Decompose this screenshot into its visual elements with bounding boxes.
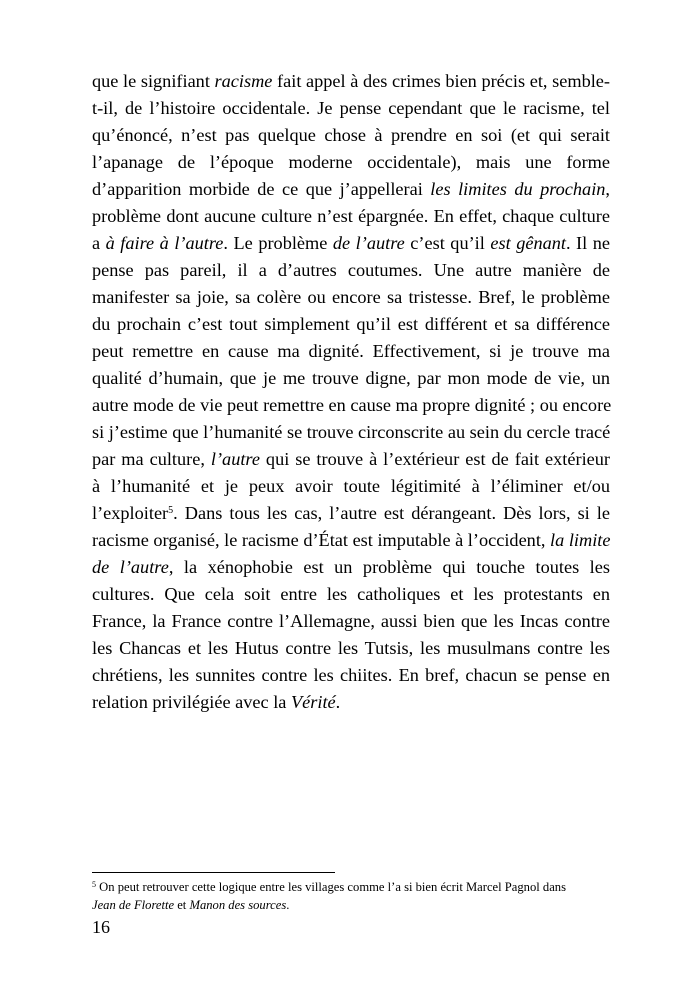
text-segment: cultures. Que cela soit entre les catholiques et les protestants en [92, 584, 610, 604]
text-line [92, 446, 610, 473]
italic-text: les limites du prochain [430, 179, 606, 199]
text-segment: d’apparition morbide de ce que j’appellerai [92, 179, 431, 199]
text-line [92, 284, 610, 311]
italic-text: est gênant [490, 233, 566, 253]
text-line [92, 581, 610, 608]
text-segment: qu’énoncé, n’est pas quelque chose à prendre en soi (et qui serait [92, 125, 610, 145]
text-segment: . Le problème [223, 233, 333, 253]
footnote-line [92, 896, 612, 914]
text-line [92, 608, 610, 635]
italic-text: Vérité [290, 692, 336, 712]
text-segment: On peut retrouver cette logique entre les villages comme l’a si bien écrit Marcel Pagnol dans [96, 880, 567, 894]
text-segment: chrétiens, les sunnites contre les chiites. En bref, chacun se pense en [92, 665, 610, 685]
text-line [92, 68, 610, 95]
text-line [92, 122, 610, 149]
text-segment: à l’humanité et je peux avoir toute légitimité à l’éliminer et/ou [92, 476, 610, 496]
text-segment: racisme organisé, le racisme d’État est imputable à l’occident, [92, 530, 551, 550]
text-segment: relation privilégiée avec la [92, 692, 291, 712]
text-segment: par ma culture, [92, 449, 211, 469]
text-segment: , la xénophobie est un problème qui touche toutes les [168, 557, 610, 577]
italic-text: Manon des sources [189, 898, 287, 912]
text-segment: que le signifiant [92, 71, 215, 91]
text-line [92, 527, 610, 554]
text-segment: peut remettre en cause ma dignité. Effectivement, si je trouve ma [92, 341, 610, 361]
text-segment: l’apanage de l’époque moderne occidentale), mais une forme [92, 152, 610, 172]
italic-text: de l’autre [92, 557, 169, 577]
text-segment: c’est qu’il [404, 233, 491, 253]
italic-text: la limite [550, 530, 611, 550]
text-line [92, 554, 610, 581]
text-segment: qualité d’humain, que je me trouve digne, par mon mode de vie, un [92, 368, 610, 388]
text-line [92, 338, 610, 365]
text-segment: si j’estime que l’humanité se trouve circonscrite au sein du cercle tracé [92, 422, 611, 442]
body-paragraph [92, 68, 610, 716]
footnote [92, 878, 612, 914]
text-segment: . [286, 898, 290, 912]
text-line [92, 365, 610, 392]
text-line [92, 662, 610, 689]
italic-text: racisme [214, 71, 273, 91]
text-line [92, 257, 610, 284]
text-segment: pense pas pareil, il a d’autres coutumes. Une autre manière de [92, 260, 610, 280]
footnote-line [92, 878, 612, 896]
text-line [92, 149, 610, 176]
text-line [92, 500, 610, 527]
text-segment: qui se trouve à l’extérieur est de fait extérieur [259, 449, 611, 469]
italic-text: l’autre [210, 449, 260, 469]
text-segment: France, la France contre l’Allemagne, aussi bien que les Incas contre [92, 611, 610, 631]
text-line [92, 230, 610, 257]
italic-text: de l’autre [332, 233, 405, 253]
text-segment: autre mode de vie peut remettre en cause ma propre dignité ; ou encore [92, 395, 612, 415]
text-segment: , [605, 179, 610, 199]
text-line [92, 311, 610, 338]
text-segment: l’exploiter [92, 503, 169, 523]
text-segment: t-il, de l’histoire occidentale. Je pense cependant que le racisme, tel [92, 98, 610, 118]
text-segment: a [92, 233, 106, 253]
footnote-marker: 5 [92, 880, 96, 889]
italic-text: à faire à l’autre [105, 233, 224, 253]
text-segment: problème dont aucune culture n’est épargnée. En effet, chaque culture [92, 206, 610, 226]
text-segment: du prochain c’est tout simplement qu’il est différent et sa différence [92, 314, 610, 334]
text-segment: . Dans tous les cas, l’autre est dérangeant. Dès lors, si le [173, 503, 610, 523]
text-line [92, 473, 610, 500]
page-number: 16 [92, 917, 110, 937]
text-segment: et [174, 898, 190, 912]
text-segment: les Chancas et les Hutus contre les Tutsis, les musulmans contre les [92, 638, 610, 658]
text-line [92, 95, 610, 122]
italic-text: Jean de Florette [92, 898, 175, 912]
text-line [92, 689, 610, 716]
footnote-separator [92, 872, 335, 873]
text-line [92, 419, 610, 446]
text-segment: . Il ne [565, 233, 610, 253]
text-line [92, 176, 610, 203]
text-segment: fait appel à des crimes bien précis et, semble- [272, 71, 610, 91]
text-line [92, 203, 610, 230]
text-line [92, 635, 610, 662]
text-line [92, 392, 610, 419]
text-segment: . [335, 692, 341, 712]
text-segment: manifester sa joie, sa colère ou encore sa tristesse. Bref, le problème [92, 287, 610, 307]
footnote-marker: 5 [168, 505, 174, 516]
